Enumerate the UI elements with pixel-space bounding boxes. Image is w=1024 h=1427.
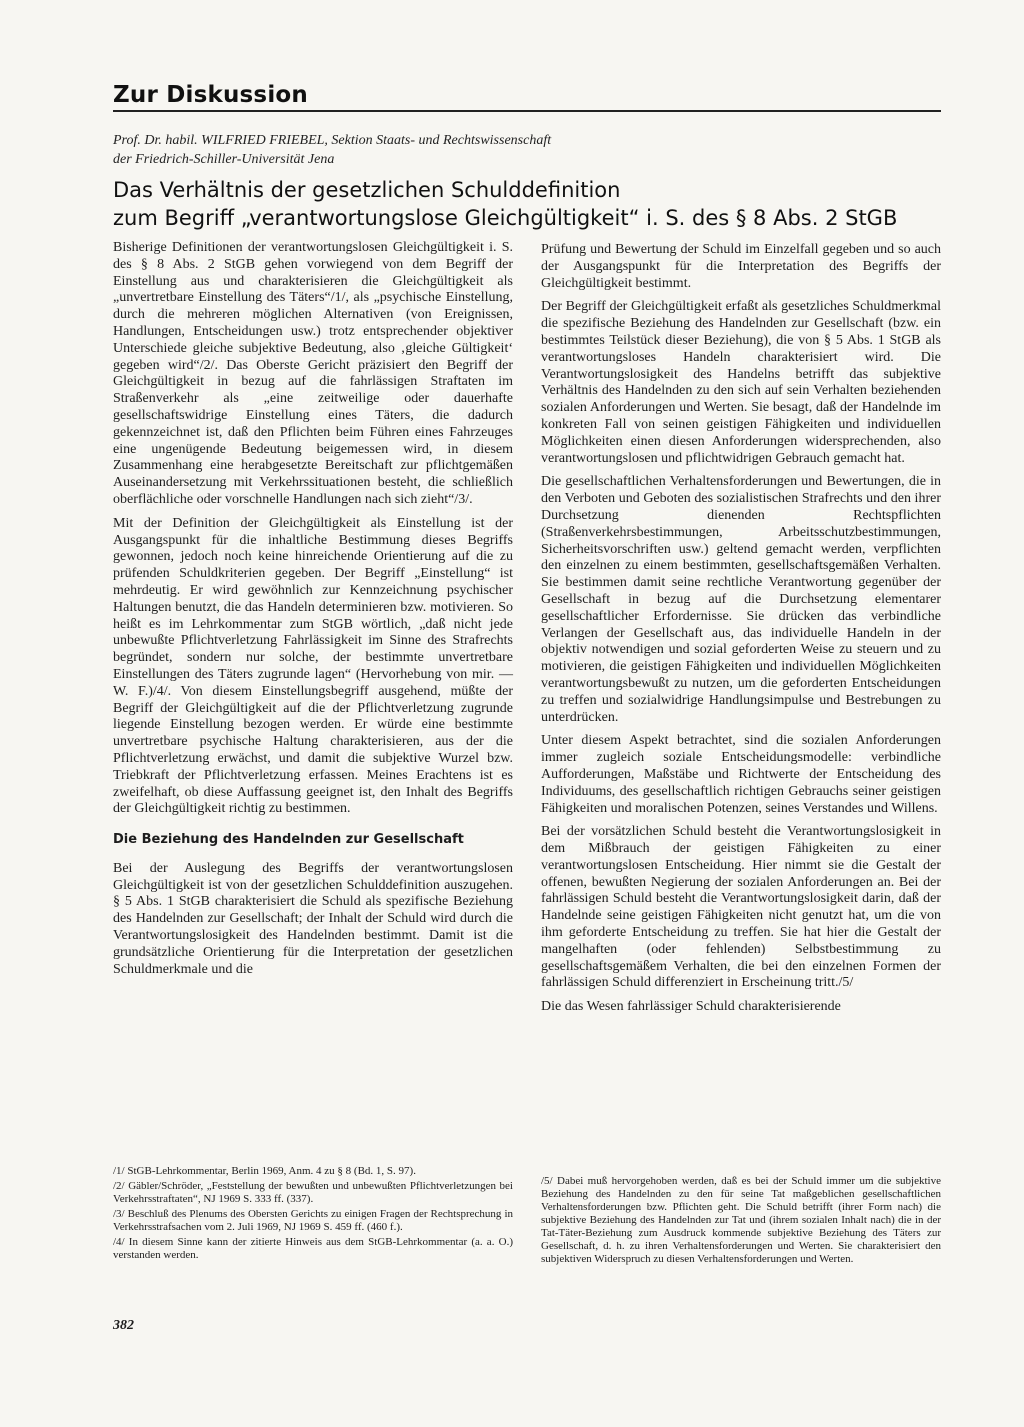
paragraph: Mit der Definition der Gleichgültigkeit als Einstellung ist der Ausgangspunkt für die inhaltliche Bestimmung dieses Begriffs gewonnen, jedoch noch keine hinreichende Orientierung auf die zu prüfenden Schuldkriterien gegeben. Der Begriff „Einstellung“ ist mehrdeutig. Er wird gewöhnlich zur Kennzeichnung psychischer Haltungen benutzt, die das Handeln determinieren bzw. motivieren. So heißt es im Lehrkommentar zum StGB wörtlich, „daß nicht jede unbewußte Pflichtverletzung Fahrlässigkeit im Sinne des Strafrechts begründet, sondern nur solche, der bestimmte unvertretbare Einstellungen des Täters zugrunde lagen“ (Hervorhebung von mir. — W. F.)/4/. Von diesem Einstellungsbegriff ausgehend, müßte der Begriff der Gleichgültigkeit auf die der Pflichtverletzung zugrunde liegende Einstellung bezogen werden. Er würde eine bestimmte unvertretbare psychische Haltung charakterisieren, aus der die Pflichtverletzung erwächst, und damit die subjektive Wurzel bzw. Triebkraft der Pflichtverletzung erfassen. Meines Erachtens ist es zweifelhaft, ob diese Auffassung geeignet ist, den Inhalt des Begriffs der Gleichgültigkeit richtig zu bestimmen. (113, 515, 513, 817)
footnote: /3/ Beschluß des Plenums des Obersten Gerichts zu einigen Fragen der Rechtsprechung in Verkehrsstrafsachen vom 2. Juli 1969, NJ 1969 S. 459 ff. (460 f.). (113, 1208, 513, 1233)
section-heading: Zur Diskussion (113, 82, 308, 108)
footnote: /1/ StGB-Lehrkommentar, Berlin 1969, Anm. 4 zu § 8 (Bd. 1, S. 97). (113, 1165, 416, 1177)
left-column (113, 240, 513, 985)
paragraph: Die das Wesen fahrlässiger Schuld charakterisierende (541, 999, 841, 1015)
title-line-2: zum Begriff „verantwortungslose Gleichgültigkeit“ i. S. des § 8 Abs. 2 StGB (113, 206, 898, 230)
paragraph: Bei der vorsätzlichen Schuld besteht die Verantwortungslosigkeit in dem Mißbrauch der geistigen Fähigkeiten zu einer verantwortungslosen Entscheidung. Hier nimmt sie die Gestalt der offenen, bewußten Negierung der sozialen Anforderungen an. Bei der fahrlässigen Schuld besteht die Verantwortungslosigkeit darin, daß der Handelnde seine geistigen Fähigkeiten nicht genutzt hat, um die von ihm geforderte Entscheidung zu treffen. Sie hat hier die Gestalt der mangelhaften (oder fehlenden) Selbstbestimmung zu gesellschaftsgemäßem Verhalten, die bei den einzelnen Formen der fahrlässigen Schuld differenziert in Erscheinung tritt./5/ (541, 824, 941, 991)
author-line-2: der Friedrich-Schiller-Universität Jena (113, 152, 335, 167)
paragraph: Prüfung und Bewertung der Schuld im Einzelfall gegeben und so auch der Ausgangspunkt für die Interpretation des Begriffs der Gleichgültigkeit bestimmt. (541, 242, 941, 291)
heading-rule (113, 110, 941, 112)
author-line-1: Prof. Dr. habil. WILFRIED FRIEBEL, Sektion Staats- und Rechtswissenschaft (113, 133, 552, 148)
footnotes-right (541, 1175, 941, 1268)
title-line-1: Das Verhältnis der gesetzlichen Schulddefinition (113, 178, 621, 202)
paragraph: Der Begriff der Gleichgültigkeit erfaßt als gesetzliches Schuldmerkmal die spezifische Beziehung des Handelnden zur Gesellschaft (bzw. ein bestimmtes Teilstück dieser Beziehung), die von § 5 Abs. 1 StGB als verantwortungsloses Handeln charakterisiert wird. Die Verantwortungslosigkeit des Handelns betrifft das subjektive Verhältnis des Handelnden zu den sich auf sein Verhalten beziehenden sozialen Anforderungen und Werten. Sie besagt, daß der Handelnde im konkreten Fall von seinen geistigen Fähigkeiten und individuellen Möglichkeiten einen diesen Anforderungen widersprechenden, also verantwortungslosen und pflichtwidrigen Gebrauch gemacht hat. (541, 299, 941, 466)
paragraph: Bei der Auslegung des Begriffs der verantwortungslosen Gleichgültigkeit ist von der gesetzlichen Schulddefinition auszugehen. § 5 Abs. 1 StGB charakterisiert die Schuld als spezifische Beziehung des Handelnden zur Gesellschaft; der Inhalt der Schuld wird durch die Verantwortungslosigkeit des Handelnden bestimmt. Damit ist die grundsätzliche Orientierung für die Interpretation der gesetzlichen Schuldmerkmale und die (113, 860, 513, 977)
footnote: /4/ In diesem Sinne kann der zitierte Hinweis aus dem StGB-Lehrkommentar (a. a. O.) verstanden werden. (113, 1236, 513, 1261)
paragraph: Bisherige Definitionen der verantwortungslosen Gleichgültigkeit i. S. des § 8 Abs. 2 StGB gehen vorwiegend von dem Begriff der Einstellung aus und charakterisieren die Gleichgültigkeit als „unvertretbare Einstellung des Täters“/1/, als „psychische Einstellung, durch die mehreren möglichen Alternativen (von Ereignissen, Handlungen, Entscheidungen usw.) trotz entsprechender objektiver Unterschiede gleiche subjektive Bedeutung, also ‚gleiche Gültigkeit‘ gegeben wird“/2/. Das Oberste Gericht präzisiert den Begriff der Gleichgültigkeit in bezug auf die fahrlässigen Straftaten im Straßenverkehr als „eine zeitweilige oder dauerhafte gesellschaftswidrige Einstellung eines Täters, die dadurch gekennzeichnet ist, daß den Pflichten beim Führen eines Fahrzeuges eine ungenügende Bedeutung beigemessen wird, in diesem Zusammenhang eine herabgesetzte Bereitschaft zur pflichtgemäßen Auseinandersetzung mit Verkehrssituationen besteht, die schließlich oberflächliche oder vorschnelle Handlungen nach sich zieht“/3/. (113, 240, 513, 507)
author-byline (113, 131, 941, 169)
article-title (113, 176, 941, 232)
footnotes-left (113, 1165, 513, 1264)
paragraph: Unter diesem Aspekt betrachtet, sind die sozialen Anforderungen immer zugleich soziale Entscheidungsmodelle: verbindliche Aufforderungen, Maßstäbe und Richtwerte der Entscheidung des Individuums, des gesellschaftlich richtigen Gebrauchs seiner geistigen Fähigkeiten und moralischen Potenzen, seines Verstandes und Willens. (541, 733, 941, 816)
footnote: /2/ Gäbler/Schröder, „Feststellung der bewußten und unbewußten Pflichtverletzungen bei Verkehrsstraftaten“, NJ 1969 S. 333 ff. (337). (113, 1180, 513, 1205)
subheading: Die Beziehung des Handelnden zur Gesellschaft (113, 832, 464, 848)
paragraph: Die gesellschaftlichen Verhaltensforderungen und Bewertungen, die in den Verboten und Geboten des sozialistischen Strafrechts und den ihrer Durchsetzung dienenden Rechtspflichten (Straßenverkehrsbestimmungen, Arbeitsschutzbestimmungen, Sicherheitsvorschriften usw.) geltend gemacht werden, verpflichten den einzelnen zu einem bestimmten, gesellschaftsgemäßen Verhalten. Sie bestimmen damit seine rechtliche Verantwortung gegenüber der Gesellschaft in bezug auf die Durchsetzung elementarer gesellschaftlicher Erfordernisse. Sie drücken das verbindliche Verlangen der Gesellschaft aus, das individuelle Handeln in der objektiv notwendigen und sozial geforderten Weise zu steuern und zu motivieren, die geistigen Fähigkeiten und individuellen Möglichkeiten verantwortungsbewußt zu nutzen, um die geforderten Entscheidungen zu treffen und sozialwidrige Handlungsimpulse und Bestrebungen zu unterdrücken. (541, 474, 941, 725)
page-number: 382 (113, 1318, 134, 1333)
right-column (541, 242, 941, 1023)
footnote: /5/ Dabei muß hervorgehoben werden, daß es bei der Schuld immer um die subjektive Beziehung des Handelnden zu den für seine Tat maßgeblichen gesellschaftlichen Verhaltensforderungen bzw. Pflichten geht. Die Schuld betrifft (ihrer Form nach) die subjektive Beziehung des Handelnden zur Tat und (ihrem sozialen Inhalt nach) die in der Tat-Täter-Beziehung zum Ausdruck kommende subjektive Beziehung des Täters zur Gesellschaft, d. h. zu ihren Verhaltensforderungen und Werten. Sie charakterisiert den subjektiven Widerspruch zu diesen Verhaltensforderungen und Werten. (541, 1175, 941, 1265)
